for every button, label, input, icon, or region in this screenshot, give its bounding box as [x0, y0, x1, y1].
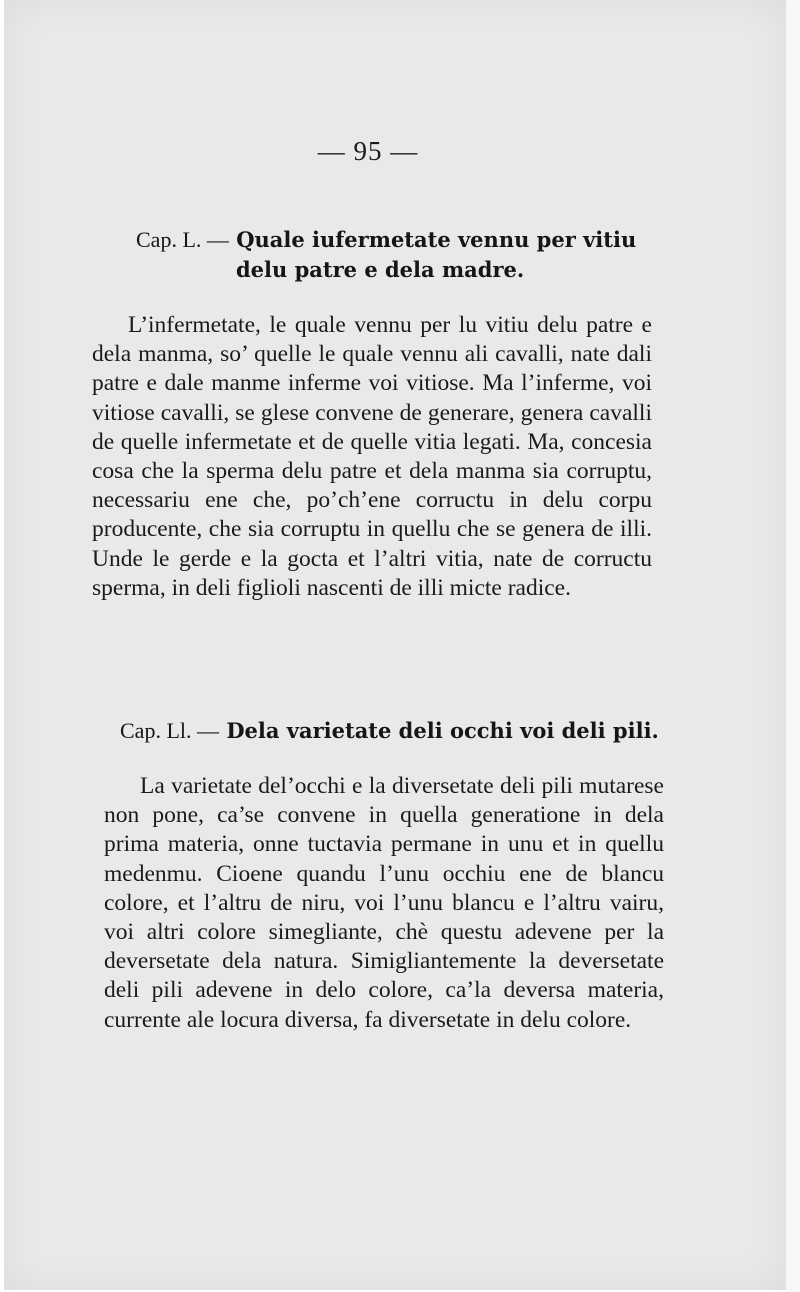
chapter-heading-l — [136, 225, 696, 285]
chapter-title-line2: delu patre e dela madre. — [236, 257, 525, 282]
chapter-label: Cap. L. — — [136, 227, 229, 252]
chapter-label: Cap. Ll. — — [120, 718, 219, 743]
page-edge — [786, 0, 800, 1292]
chapter-paragraph: L’infermetate, le quale vennu per lu vitiu delu patre e dela manma, so’ quelle le quale vennu ali cavalli, nate dali patre e dale manme inferme voi vitiose. Ma l’inferme, voi vitiose cavalli, se glese convene de generare, genera cavalli de quelle infermetate et de quelle vitia legati. Ma, concesia cosa che la sperma delu patre et dela manma sia corruptu, necessariu ene che, po’ch’ene corructu in delu corpu producente, che sia corruptu in quellu che se genera de illi. Unde le gerde e la gocta et l’altri vitia, nate de corructu sperma, in deli figlioli nascenti de illi micte radice. — [92, 312, 652, 601]
chapter-paragraph: La varietate del’occhi e la diversetate deli pili mutarese non pone, ca’se convene in quella generatione in dela prima materia, onne tuctavia permane in unu et in quellu medenmu. Cioene quandu l’unu occhiu ene de blancu colore, et l’altru de niru, voi l’unu blancu e l’altru vairu, voi altri colore simegliante, chè questu adevene per la deversetate dela natura. Simigliantemente la deversetate deli pili adevene in delo colore, ca’la deversa materia, currente ale locura diversa, fa diversetate in delu colore. — [104, 773, 664, 1033]
chapter-title-line1: Quale iufermetate vennu per vitiu — [236, 227, 637, 252]
page-number: — 95 — — [317, 136, 419, 166]
chapter-heading-li — [120, 716, 680, 746]
chapter-title-line1: Dela varietate deli occhi voi deli pili. — [226, 718, 659, 743]
book-page — [4, 0, 786, 1290]
